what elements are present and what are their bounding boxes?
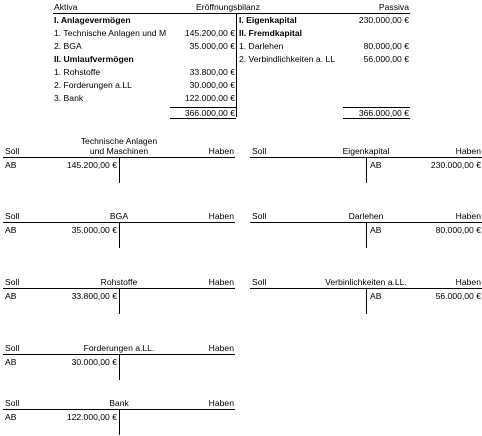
t-account-ab-label: AB: [5, 225, 17, 235]
t-account-center-rule: [119, 409, 120, 435]
t-account-center-rule: [366, 222, 367, 248]
passiva-item-value: 80.000,00 €: [363, 41, 409, 51]
t-account-name: Forderungen a.LL.: [83, 343, 155, 353]
passiva-item-value: 56.000,00 €: [363, 54, 409, 64]
t-account-amount: 30.000,00 €: [71, 357, 117, 367]
t-account-amount: 230.000,00 €: [430, 160, 481, 170]
aktiva-item-label: 3. Bank: [54, 93, 84, 103]
t-account-soll: Soll: [252, 211, 267, 221]
t-account-amount: 145.200,00 €: [66, 160, 117, 170]
passiva-total: 366.000,00 €: [358, 108, 409, 118]
t-account-name: Technische Anlagen: [80, 136, 158, 146]
passiva-item-label: 2. Verbindlichkeiten a. LL: [239, 54, 336, 64]
aktiva-item-label: II. Umlaufvermögen: [54, 54, 134, 64]
passiva-item-label: I. Eigenkapital: [239, 15, 297, 25]
t-account-ab-label: AB: [370, 291, 382, 301]
t-account-soll: Soll: [5, 343, 20, 353]
aktiva-item-label: I. Anlagevermögen: [54, 15, 131, 25]
passiva-label: Passiva: [378, 2, 409, 12]
t-account-soll: Soll: [5, 398, 20, 408]
aktiva-item-value: 145.200,00 €: [184, 28, 235, 38]
t-account-center-rule: [119, 222, 120, 248]
t-account-haben: Haben: [455, 277, 481, 287]
t-account-amount: 35.000,00 €: [71, 225, 117, 235]
aktiva-item-label: 2. BGA: [54, 41, 82, 51]
t-account-haben: Haben: [455, 146, 481, 156]
passiva-total-rule-bottom: [343, 118, 410, 119]
passiva-item-value: 230.000,00 €: [358, 15, 409, 25]
t-account-center-rule: [119, 157, 120, 183]
balance-header-rule: [53, 13, 410, 14]
t-account-name: Darlehen: [348, 211, 384, 221]
passiva-item-label: II. Fremdkapital: [239, 28, 303, 38]
t-account-haben: Haben: [455, 211, 481, 221]
aktiva-total-rule-bottom: [170, 118, 236, 119]
t-account-haben: Haben: [208, 211, 234, 221]
t-account-name: Eigenkapital: [342, 146, 390, 156]
aktiva-item-value: 30.000,00 €: [189, 80, 235, 90]
t-account-amount: 80.000,00 €: [435, 225, 481, 235]
aktiva-item-value: 122.000,00 €: [184, 93, 235, 103]
t-account-center-rule: [119, 354, 120, 380]
t-account-soll: Soll: [252, 277, 267, 287]
t-account-name: BGA: [109, 211, 129, 221]
t-account-amount: 56.000,00 €: [435, 291, 481, 301]
aktiva-item-label: 1. Technische Anlagen und M: [54, 28, 167, 38]
t-account-center-rule: [119, 288, 120, 314]
t-account-ab-label: AB: [5, 412, 17, 422]
aktiva-total: 366.000,00 €: [184, 108, 235, 118]
t-account-amount: 33.800,00 €: [71, 291, 117, 301]
passiva-item-label: 1. Darlehen: [239, 41, 284, 51]
aktiva-item-label: 2. Forderungen a.LL: [54, 80, 132, 90]
t-account-name: Bank: [109, 398, 129, 408]
t-account-ab-label: AB: [5, 160, 17, 170]
t-account-ab-label: AB: [5, 291, 17, 301]
aktiva-item-label: 1. Rohstoffe: [54, 67, 101, 77]
t-account-name: Rohstoffe: [100, 277, 138, 287]
t-account-soll: Soll: [252, 146, 267, 156]
aktiva-label: Aktiva: [54, 2, 78, 12]
t-account-ab-label: AB: [5, 357, 17, 367]
t-account-haben: Haben: [208, 277, 234, 287]
t-account-name: Verbinlichkeiten a.LL.: [325, 277, 407, 287]
t-account-haben: Haben: [208, 146, 234, 156]
t-account-haben: Haben: [208, 398, 234, 408]
t-account-haben: Haben: [208, 343, 234, 353]
t-account-soll: Soll: [5, 146, 20, 156]
t-account-ab-label: AB: [370, 160, 382, 170]
t-account-ab-label: AB: [370, 225, 382, 235]
t-account-name: und Maschinen: [89, 146, 149, 156]
t-account-amount: 122.000,00 €: [66, 412, 117, 422]
t-account-soll: Soll: [5, 211, 20, 221]
balance-title: Eröffnungsbilanz: [196, 2, 260, 12]
aktiva-item-value: 35.000,00 €: [189, 41, 235, 51]
t-account-center-rule: [366, 157, 367, 183]
t-account-center-rule: [366, 288, 367, 314]
t-account-soll: Soll: [5, 277, 20, 287]
balance-divider: [236, 13, 237, 117]
aktiva-item-value: 33.800,00 €: [189, 67, 235, 77]
